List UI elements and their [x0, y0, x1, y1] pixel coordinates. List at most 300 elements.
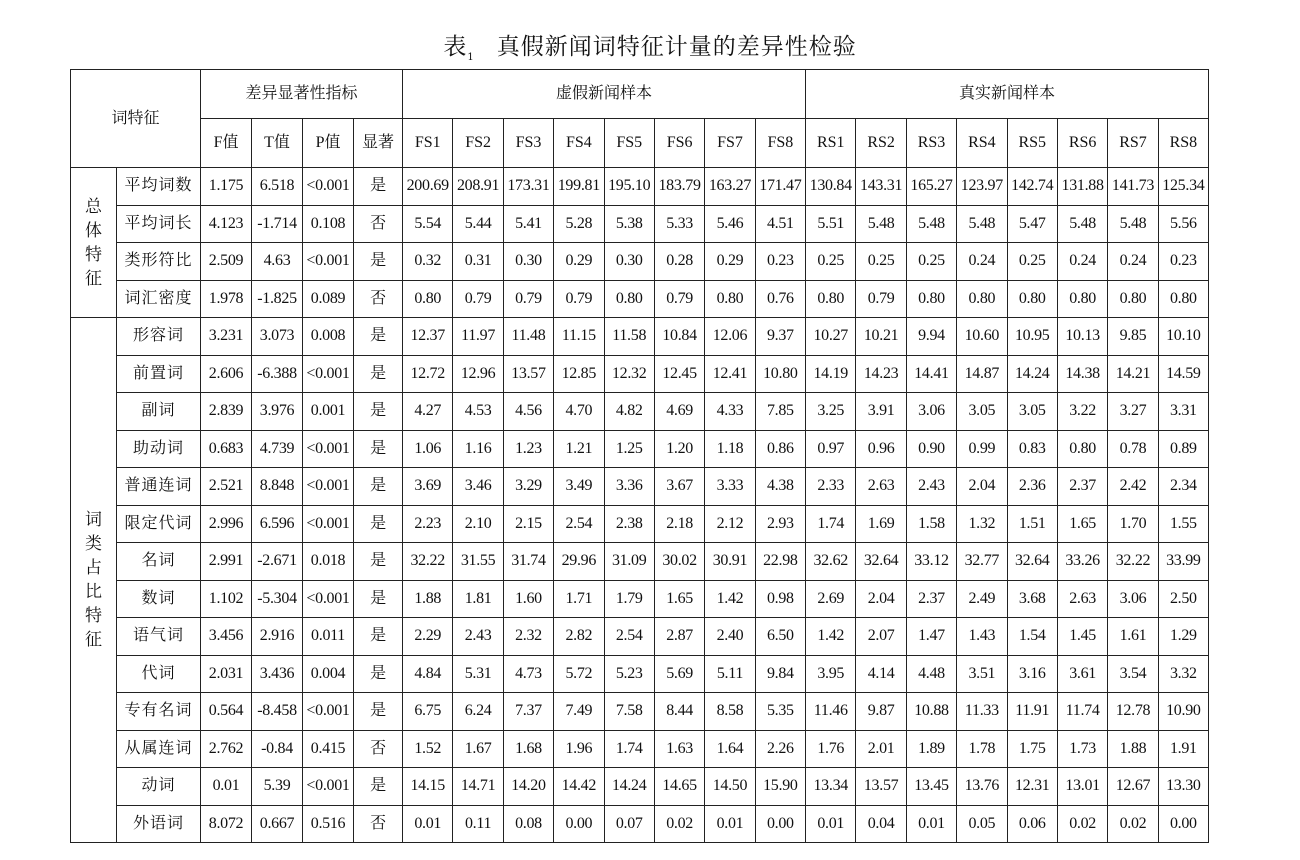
- table-cell: 5.44: [453, 205, 503, 243]
- table-cell: 4.14: [856, 655, 906, 693]
- table-cell: -0.84: [252, 730, 303, 768]
- table-cell: 3.29: [503, 468, 553, 506]
- table-cell: 1.29: [1158, 618, 1208, 656]
- table-cell: 2.63: [856, 468, 906, 506]
- table-cell: 0.80: [1007, 280, 1057, 318]
- table-cell: 0.79: [654, 280, 704, 318]
- table-cell: 2.10: [453, 505, 503, 543]
- table-row: [71, 355, 1209, 393]
- table-cell: 2.38: [604, 505, 654, 543]
- table-cell: 0.24: [957, 243, 1007, 281]
- table-cell: 125.34: [1158, 168, 1208, 206]
- table-cell: 否: [354, 205, 403, 243]
- table-cell: 2.18: [654, 505, 704, 543]
- table-cell: 12.45: [654, 355, 704, 393]
- table-cell: 3.16: [1007, 655, 1057, 693]
- table-cell: 0.25: [806, 243, 856, 281]
- table-cell: 1.21: [554, 430, 604, 468]
- table-cell: 0.018: [303, 543, 354, 581]
- table-cell: 5.48: [1108, 205, 1158, 243]
- table-row: [71, 655, 1209, 693]
- table-cell: <0.001: [303, 168, 354, 206]
- table-cell: 32.77: [957, 543, 1007, 581]
- table-cell: <0.001: [303, 768, 354, 806]
- table-cell: 14.21: [1108, 355, 1158, 393]
- table-cell: 0.564: [201, 693, 252, 731]
- table-cell: 165.27: [906, 168, 956, 206]
- table-row: [71, 393, 1209, 431]
- table-cell: 2.42: [1108, 468, 1158, 506]
- table-cell: 3.36: [604, 468, 654, 506]
- table-cell: 0.98: [755, 580, 805, 618]
- column-header: FS8: [755, 119, 805, 168]
- table-number: 1: [467, 51, 475, 63]
- table-cell: 1.54: [1007, 618, 1057, 656]
- table-cell: 3.06: [906, 393, 956, 431]
- table-cell: 15.90: [755, 768, 805, 806]
- table-cell: 9.85: [1108, 318, 1158, 356]
- table-cell: 5.48: [856, 205, 906, 243]
- table-cell: 1.60: [503, 580, 553, 618]
- table-cell: 31.74: [503, 543, 553, 581]
- table-cell: 29.96: [554, 543, 604, 581]
- table-cell: 7.37: [503, 693, 553, 731]
- table-cell: 2.23: [403, 505, 453, 543]
- table-cell: 9.84: [755, 655, 805, 693]
- table-cell: 4.56: [503, 393, 553, 431]
- table-cell: <0.001: [303, 355, 354, 393]
- table-cell: 13.45: [906, 768, 956, 806]
- table-cell: 3.456: [201, 618, 252, 656]
- table-cell: 3.69: [403, 468, 453, 506]
- table-cell: 是: [354, 468, 403, 506]
- table-cell: 是: [354, 393, 403, 431]
- table-cell: 0.108: [303, 205, 354, 243]
- table-cell: 11.97: [453, 318, 503, 356]
- table-cell: 6.596: [252, 505, 303, 543]
- table-cell: 0.25: [1007, 243, 1057, 281]
- table-cell: 8.848: [252, 468, 303, 506]
- table-cell: 0.90: [906, 430, 956, 468]
- table-cell: 2.40: [705, 618, 755, 656]
- table-row: [71, 505, 1209, 543]
- table-cell: 142.74: [1007, 168, 1057, 206]
- table-cell: 11.48: [503, 318, 553, 356]
- table-row: [71, 693, 1209, 731]
- table-cell: 5.33: [654, 205, 704, 243]
- table-cell: 3.91: [856, 393, 906, 431]
- table-row: [71, 580, 1209, 618]
- table-cell: 30.02: [654, 543, 704, 581]
- table-row: [71, 168, 1209, 206]
- table-cell: 32.64: [856, 543, 906, 581]
- table-cell: 12.67: [1108, 768, 1158, 806]
- feature-name-cell: 助动词: [117, 430, 201, 468]
- table-cell: 200.69: [403, 168, 453, 206]
- table-cell: 12.06: [705, 318, 755, 356]
- table-title: [0, 28, 1300, 63]
- table-cell: 1.52: [403, 730, 453, 768]
- table-cell: 3.05: [1007, 393, 1057, 431]
- table-cell: 0.32: [403, 243, 453, 281]
- table-cell: 是: [354, 168, 403, 206]
- table-cell: 0.89: [1158, 430, 1208, 468]
- table-cell: 2.93: [755, 505, 805, 543]
- table-cell: 12.78: [1108, 693, 1158, 731]
- table-cell: 14.38: [1057, 355, 1107, 393]
- table-cell: 1.32: [957, 505, 1007, 543]
- header-row-groups: [71, 70, 1209, 119]
- table-cell: 0.089: [303, 280, 354, 318]
- header-fake-samples: 虚假新闻样本: [403, 70, 806, 119]
- table-cell: 1.74: [604, 730, 654, 768]
- table-cell: 143.31: [856, 168, 906, 206]
- table-cell: 0.01: [403, 805, 453, 843]
- table-cell: 4.63: [252, 243, 303, 281]
- table-cell: 1.68: [503, 730, 553, 768]
- table-cell: 195.10: [604, 168, 654, 206]
- table-cell: 14.24: [604, 768, 654, 806]
- table-cell: 2.36: [1007, 468, 1057, 506]
- table-cell: 31.55: [453, 543, 503, 581]
- table-cell: 是: [354, 430, 403, 468]
- table-cell: 0.31: [453, 243, 503, 281]
- table-cell: 2.839: [201, 393, 252, 431]
- table-cell: 1.20: [654, 430, 704, 468]
- table-cell: 13.57: [856, 768, 906, 806]
- feature-name-cell: 前置词: [117, 355, 201, 393]
- table-cell: 是: [354, 505, 403, 543]
- table-cell: 0.80: [705, 280, 755, 318]
- table-cell: 10.84: [654, 318, 704, 356]
- table-cell: 32.62: [806, 543, 856, 581]
- table-cell: 2.32: [503, 618, 553, 656]
- table-cell: 9.87: [856, 693, 906, 731]
- table-cell: 5.47: [1007, 205, 1057, 243]
- table-row: [71, 730, 1209, 768]
- table-cell: 0.28: [654, 243, 704, 281]
- table-cell: 0.23: [1158, 243, 1208, 281]
- table-cell: 3.25: [806, 393, 856, 431]
- table-cell: 0.667: [252, 805, 303, 843]
- table-cell: 0.79: [554, 280, 604, 318]
- column-header: RS3: [906, 119, 956, 168]
- table-cell: 11.15: [554, 318, 604, 356]
- column-header: FS1: [403, 119, 453, 168]
- table-cell: 0.004: [303, 655, 354, 693]
- table-cell: 0.30: [604, 243, 654, 281]
- column-header: FS5: [604, 119, 654, 168]
- table-cell: 0.011: [303, 618, 354, 656]
- table-cell: 3.33: [705, 468, 755, 506]
- table-cell: 131.88: [1057, 168, 1107, 206]
- table-cell: 1.102: [201, 580, 252, 618]
- table-cell: 3.22: [1057, 393, 1107, 431]
- table-cell: 10.90: [1158, 693, 1208, 731]
- table-cell: 3.073: [252, 318, 303, 356]
- table-cell: 0.02: [654, 805, 704, 843]
- table-row: [71, 805, 1209, 843]
- column-header: FS2: [453, 119, 503, 168]
- table-cell: 1.58: [906, 505, 956, 543]
- table-cell: 0.07: [604, 805, 654, 843]
- table-cell: 163.27: [705, 168, 755, 206]
- table-cell: 0.79: [856, 280, 906, 318]
- table-row: [71, 430, 1209, 468]
- table-cell: 2.01: [856, 730, 906, 768]
- table-cell: 0.05: [957, 805, 1007, 843]
- table-cell: 3.46: [453, 468, 503, 506]
- table-cell: 4.82: [604, 393, 654, 431]
- table-cell: 2.54: [604, 618, 654, 656]
- table-cell: 14.71: [453, 768, 503, 806]
- column-header: RS1: [806, 119, 856, 168]
- table-cell: 0.80: [957, 280, 1007, 318]
- table-cell: 2.69: [806, 580, 856, 618]
- table-cell: 5.69: [654, 655, 704, 693]
- table-cell: 0.99: [957, 430, 1007, 468]
- table-cell: 2.37: [906, 580, 956, 618]
- table-cell: 14.41: [906, 355, 956, 393]
- feature-name-cell: 普通连词: [117, 468, 201, 506]
- table-cell: 2.54: [554, 505, 604, 543]
- table-cell: 12.32: [604, 355, 654, 393]
- table-row: [71, 280, 1209, 318]
- table-cell: 12.72: [403, 355, 453, 393]
- table-row: [71, 468, 1209, 506]
- table-cell: 171.47: [755, 168, 805, 206]
- table-cell: <0.001: [303, 580, 354, 618]
- table-cell: 1.96: [554, 730, 604, 768]
- table-cell: 3.436: [252, 655, 303, 693]
- table-cell: 11.91: [1007, 693, 1057, 731]
- table-cell: 33.12: [906, 543, 956, 581]
- table-cell: 1.73: [1057, 730, 1107, 768]
- table-cell: 是: [354, 243, 403, 281]
- table-cell: 11.74: [1057, 693, 1107, 731]
- table-cell: 12.31: [1007, 768, 1057, 806]
- table-cell: 1.74: [806, 505, 856, 543]
- table-cell: 8.44: [654, 693, 704, 731]
- table-cell: 199.81: [554, 168, 604, 206]
- table-cell: 8.58: [705, 693, 755, 731]
- table-cell: 否: [354, 805, 403, 843]
- table-cell: 12.96: [453, 355, 503, 393]
- table-cell: 5.31: [453, 655, 503, 693]
- table-cell: 10.10: [1158, 318, 1208, 356]
- table-cell: 1.78: [957, 730, 1007, 768]
- table-row: [71, 618, 1209, 656]
- table-cell: 1.89: [906, 730, 956, 768]
- table-cell: 0.80: [906, 280, 956, 318]
- table-cell: 1.51: [1007, 505, 1057, 543]
- table-cell: 32.22: [1108, 543, 1158, 581]
- feature-name-cell: 限定代词: [117, 505, 201, 543]
- table-cell: 7.85: [755, 393, 805, 431]
- table-cell: 11.33: [957, 693, 1007, 731]
- data-table: [70, 69, 1209, 843]
- table-cell: 0.001: [303, 393, 354, 431]
- table-cell: 1.64: [705, 730, 755, 768]
- table-cell: 0.02: [1057, 805, 1107, 843]
- table-cell: 0.76: [755, 280, 805, 318]
- column-header: F值: [201, 119, 252, 168]
- table-cell: 2.916: [252, 618, 303, 656]
- table-cell: 9.94: [906, 318, 956, 356]
- table-cell: 4.38: [755, 468, 805, 506]
- feature-name-cell: 平均词长: [117, 205, 201, 243]
- table-cell: 5.35: [755, 693, 805, 731]
- table-cell: 2.509: [201, 243, 252, 281]
- table-cell: 是: [354, 618, 403, 656]
- table-cell: 0.80: [806, 280, 856, 318]
- table-cell: 2.29: [403, 618, 453, 656]
- header-significance: 差异显著性指标: [201, 70, 403, 119]
- table-cell: 10.27: [806, 318, 856, 356]
- column-header: FS6: [654, 119, 704, 168]
- table-cell: 0.01: [705, 805, 755, 843]
- table-cell: 1.81: [453, 580, 503, 618]
- column-header: RS8: [1158, 119, 1208, 168]
- table-cell: <0.001: [303, 693, 354, 731]
- table-label: 表: [443, 34, 468, 60]
- table-cell: 173.31: [503, 168, 553, 206]
- table-cell: 2.521: [201, 468, 252, 506]
- table-cell: 0.78: [1108, 430, 1158, 468]
- table-cell: 0.80: [1057, 430, 1107, 468]
- table-cell: -5.304: [252, 580, 303, 618]
- table-cell: 14.65: [654, 768, 704, 806]
- header-row-columns: [71, 119, 1209, 168]
- table-cell: 1.55: [1158, 505, 1208, 543]
- table-cell: 0.00: [755, 805, 805, 843]
- table-cell: 10.80: [755, 355, 805, 393]
- table-caption: 真假新闻词特征计量的差异性检验: [496, 34, 857, 60]
- table-cell: 1.65: [1057, 505, 1107, 543]
- table-cell: 1.23: [503, 430, 553, 468]
- table-cell: 33.26: [1057, 543, 1107, 581]
- row-group-label: 词类占比特征: [71, 318, 117, 843]
- table-cell: 3.49: [554, 468, 604, 506]
- table-cell: 5.38: [604, 205, 654, 243]
- table-cell: 3.31: [1158, 393, 1208, 431]
- table-cell: 是: [354, 355, 403, 393]
- table-cell: 1.76: [806, 730, 856, 768]
- table-cell: 5.46: [705, 205, 755, 243]
- table-cell: 5.28: [554, 205, 604, 243]
- table-cell: 5.56: [1158, 205, 1208, 243]
- table-cell: 13.76: [957, 768, 1007, 806]
- table-cell: 2.031: [201, 655, 252, 693]
- table-cell: <0.001: [303, 505, 354, 543]
- table-cell: 0.01: [906, 805, 956, 843]
- table-cell: 10.95: [1007, 318, 1057, 356]
- table-cell: 2.12: [705, 505, 755, 543]
- table-cell: 130.84: [806, 168, 856, 206]
- column-header: FS3: [503, 119, 553, 168]
- table-cell: 0.80: [403, 280, 453, 318]
- feature-name-cell: 形容词: [117, 318, 201, 356]
- table-cell: 0.683: [201, 430, 252, 468]
- table-cell: 1.88: [403, 580, 453, 618]
- table-cell: 0.96: [856, 430, 906, 468]
- table-cell: 2.50: [1158, 580, 1208, 618]
- table-cell: 0.25: [856, 243, 906, 281]
- table-cell: 3.231: [201, 318, 252, 356]
- table-cell: 3.27: [1108, 393, 1158, 431]
- column-header: 显著: [354, 119, 403, 168]
- table-cell: 3.68: [1007, 580, 1057, 618]
- table-cell: 4.27: [403, 393, 453, 431]
- table-cell: 是: [354, 318, 403, 356]
- table-cell: 0.29: [705, 243, 755, 281]
- table-cell: 22.98: [755, 543, 805, 581]
- table-cell: 0.80: [1057, 280, 1107, 318]
- table-cell: 是: [354, 693, 403, 731]
- table-cell: -2.671: [252, 543, 303, 581]
- table-cell: 6.24: [453, 693, 503, 731]
- column-header: RS6: [1057, 119, 1107, 168]
- table-cell: 0.80: [604, 280, 654, 318]
- table-cell: 12.85: [554, 355, 604, 393]
- table-cell: 4.51: [755, 205, 805, 243]
- table-cell: 14.87: [957, 355, 1007, 393]
- table-cell: 4.123: [201, 205, 252, 243]
- column-header: RS4: [957, 119, 1007, 168]
- feature-name-cell: 从属连词: [117, 730, 201, 768]
- table-cell: 14.59: [1158, 355, 1208, 393]
- table-row: [71, 205, 1209, 243]
- table-cell: 10.13: [1057, 318, 1107, 356]
- table-cell: 6.75: [403, 693, 453, 731]
- feature-name-cell: 外语词: [117, 805, 201, 843]
- table-cell: 是: [354, 655, 403, 693]
- table-cell: 是: [354, 768, 403, 806]
- table-cell: 0.23: [755, 243, 805, 281]
- table-cell: 1.79: [604, 580, 654, 618]
- table-cell: 4.48: [906, 655, 956, 693]
- table-cell: 是: [354, 543, 403, 581]
- table-cell: 0.29: [554, 243, 604, 281]
- table-cell: 1.61: [1108, 618, 1158, 656]
- table-cell: 1.18: [705, 430, 755, 468]
- table-cell: 2.49: [957, 580, 1007, 618]
- table-cell: 1.978: [201, 280, 252, 318]
- table-cell: 3.61: [1057, 655, 1107, 693]
- table-cell: 1.88: [1108, 730, 1158, 768]
- table-cell: 13.57: [503, 355, 553, 393]
- table-cell: 2.991: [201, 543, 252, 581]
- table-cell: 123.97: [957, 168, 1007, 206]
- table-cell: 11.46: [806, 693, 856, 731]
- table-cell: 1.65: [654, 580, 704, 618]
- feature-name-cell: 平均词数: [117, 168, 201, 206]
- table-cell: 10.60: [957, 318, 1007, 356]
- table-cell: 5.11: [705, 655, 755, 693]
- table-cell: 2.07: [856, 618, 906, 656]
- table-row: [71, 318, 1209, 356]
- table-cell: 2.15: [503, 505, 553, 543]
- table-cell: 2.04: [957, 468, 1007, 506]
- table-cell: 4.53: [453, 393, 503, 431]
- table-cell: 8.072: [201, 805, 252, 843]
- table-cell: 3.976: [252, 393, 303, 431]
- table-cell: 1.42: [705, 580, 755, 618]
- column-header: RS7: [1108, 119, 1158, 168]
- table-cell: 1.69: [856, 505, 906, 543]
- table-cell: 2.606: [201, 355, 252, 393]
- column-header: RS5: [1007, 119, 1057, 168]
